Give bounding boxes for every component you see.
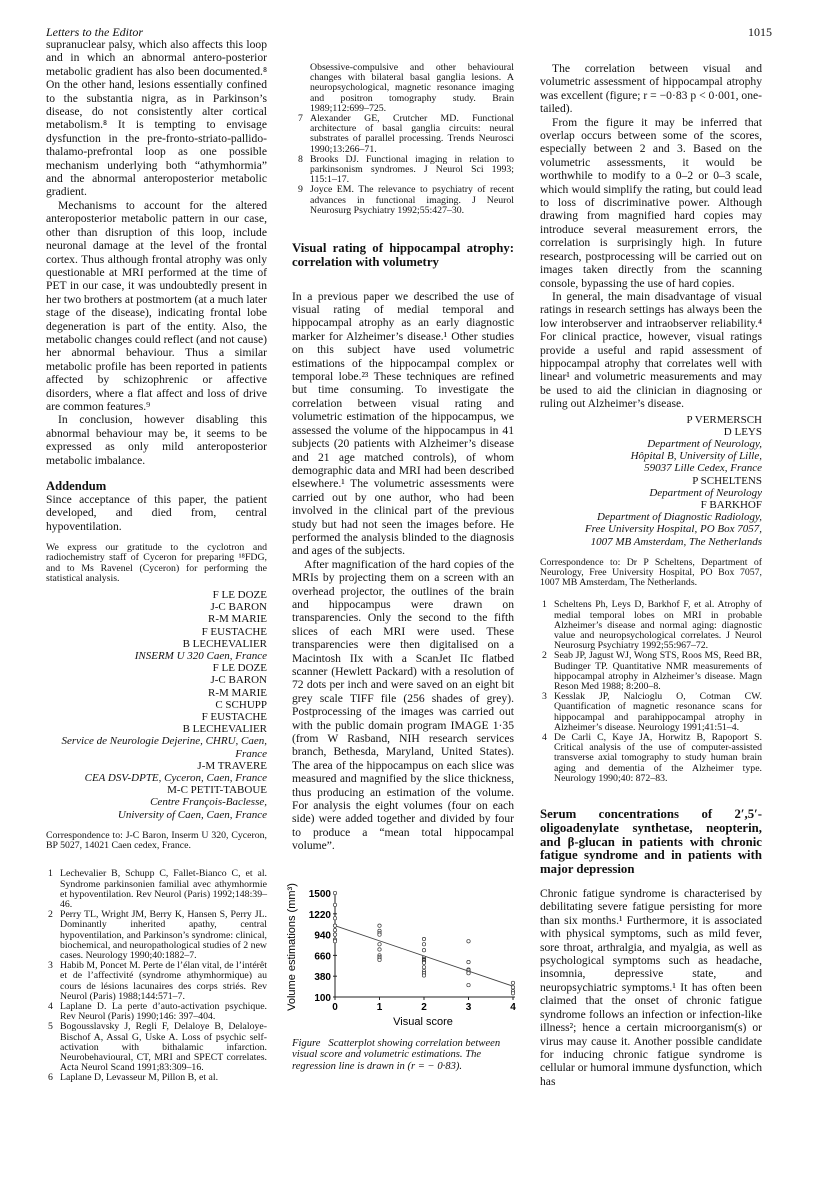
paragraph: Since acceptance of this paper, the patient developed, and died from, central hypoventilation. (46, 493, 267, 533)
reference-number: 8 (298, 153, 303, 165)
y-tick-label: 100 (314, 992, 331, 1004)
y-tick-label: 1500 (308, 888, 331, 900)
reference-number: 1 (48, 868, 53, 880)
left-column (46, 38, 267, 1084)
x-tick-label: 3 (465, 1001, 472, 1013)
author-affiliation: INSERM U 320 Caen, France (134, 650, 267, 663)
author-affiliation: 1007 MB Amsterdam, The Netherlands (590, 535, 762, 548)
reference-item (298, 155, 514, 186)
reference-item (542, 600, 762, 651)
y-axis-label: Volume estimations (mm³) (286, 882, 298, 1011)
author-name: P SCHELTENS (692, 474, 762, 487)
data-point (378, 958, 381, 961)
paragraph: The correlation between visual and volumetric assessment of hippocampal atrophy was excellent (figure; r = −0·83 p < 0·001, one-tailed). (540, 62, 762, 116)
x-tick-label: 2 (421, 1001, 427, 1013)
paragraph: After magnification of the hard copies of the MRIs by projecting them on a screen with an overhead projector, the outlines of the brain and hippocampus were drawn on transparencies. Only the second to the fifth slices of each MRI were used. These transparencies were then digitalised on a Macintosh IIx with a ScanJet IIc flatbed scanner (Hewlett Packard) with a resolution of 72 dots per inch and were saved on an eight bit grey scale TIFF file (256 shades of grey). Postprocessing of the images was carried out with the public domain program IMAGE 1·35 (from W Rasband, NIH research services branch, Bethesda, Maryland, United States). The area of the hippocampus on each slice was measured and magnified by the slice thickness, thus producing an estimation of the volume. For analysis the eight volumes (four on each side) were added together and divided by four to produce a “mean total hippocampal volume”. (292, 557, 514, 853)
author-affiliation: 59037 Lille Cedex, France (644, 462, 762, 475)
reference-text: Laplane D. La perte d’auto-activation psychique. Rev Neurol (Paris) 1990;146: 397–404. (60, 1000, 267, 1023)
author-affiliation: Hôpital B, University of Lille, (630, 450, 762, 463)
author-name: F EUSTACHE (201, 711, 267, 724)
article-title: Serum concentrations of 2′,5′-oligoadenylate synthetase, neopterin, and β-glucan in patients with chronic fatigue syndrome and in patients with major depression (540, 807, 762, 877)
reference-text: Bogousslavsky J, Regli F, Delaloye B, Delaloye-Bischof A, Assal G, Uske A. Loss of psychic self-activation with bithalamic infarction. Neurobehavioural, CT, MRI and SPECT correlates. Acta Neurol Scand 1991;83:309–16. (60, 1021, 267, 1074)
data-point (333, 928, 336, 931)
author-name: R-M MARIE (208, 613, 267, 626)
reference-number: 3 (48, 960, 53, 972)
author-name: F BARKHOF (700, 498, 762, 511)
data-point (378, 947, 381, 950)
reference-item (542, 651, 762, 692)
author-name: D LEYS (723, 425, 762, 438)
paragraph: In general, the main disadvantage of visual ratings in research settings has always been the low interobserver and intraobserver reliability.⁴ For clinical practice, however, visual ratings provide a useful and rapid assessment of hippocampal atrophy that correlates well with linear¹ and volumetric measurements and may be used to aid the clinician in diagnosing or ruling out Alzheimer’s disease. (540, 289, 762, 411)
figure-caption-label: Figure (292, 1037, 321, 1049)
right-body (540, 62, 762, 411)
scatterplot-figure (285, 867, 525, 1032)
author-signature (46, 589, 267, 821)
reference-number: 2 (542, 650, 547, 662)
data-point (333, 916, 336, 919)
x-tick-label: 4 (510, 1001, 516, 1013)
x-axis-label: Visual score (393, 1015, 453, 1028)
data-point (333, 903, 336, 906)
reference-number: 6 (48, 1072, 53, 1084)
paragraph: In a previous paper we described the use of visual rating of medial temporal and hippocampal atrophy as an early diagnostic marker for Alzheimer’s disease.¹ Other studies on this subject have used volumetric estimations of the hippocampal complex or temporal lobe.²³ These techniques are refined but time consuming. To investigate the correlation between visual rating and volumetric estimation of the hippocampus, we assessed the volume of the hippocampus in 41 subjects (20 patients with Alzheimer’s disease and 21 age matched controls), of whom demographic data and MRI had been described elsewhere.¹ The volumetric assessments were carried out by one author, who had been involved in the clinical part of the previous study but had not seen the images before. He performed the analysis blinded to the diagnosis and ages of the subjects. (292, 289, 514, 558)
author-affiliation: Free University Hospital, PO Box 7057, (584, 523, 762, 536)
author-signature (540, 414, 762, 548)
reference-number: 4 (542, 732, 547, 744)
data-point (511, 991, 514, 994)
middle-body (292, 290, 514, 853)
reference-text: Joyce EM. The relevance to psychiatry of recent advances in functional imaging. J Neurol Neurosurg Psychiatry 1992;55:427–30. (310, 184, 514, 216)
reference-number: 3 (542, 691, 547, 703)
paragraph: In conclusion, however disabling this abnormal behaviour may be, it seems to be expressed as only mild anteroposterior metabolic imbalance. (46, 413, 267, 467)
author-name: R-M MARIE (208, 686, 267, 699)
author-name: J-C BARON (210, 601, 267, 614)
data-point (422, 965, 425, 968)
y-tick-label: 380 (314, 971, 331, 983)
author-affiliation: Department of Diagnostic Radiology, (597, 511, 762, 524)
data-point (333, 939, 336, 942)
data-point (467, 939, 470, 942)
addendum-heading: Addendum (46, 479, 107, 493)
left-body (46, 38, 267, 467)
reference-list (540, 600, 762, 784)
author-name: F EUSTACHE (201, 625, 267, 638)
data-point (422, 973, 425, 976)
y-tick-label: 660 (314, 951, 331, 963)
reference-text: Habib M, Poncet M. Perte de l’élan vital, de l’intérêt et de l’affectivité (syndrome athymhormique) au cours de lésions lacunaires des corps striés. Rev Neurol (Paris) 1988;144:571–7. (60, 960, 267, 1002)
reference-text: Brooks DJ. Functional imaging in relation to parkinsonism syndromes. J Neurol Sci 1993; 115:1–17. (310, 153, 514, 186)
data-point (511, 985, 514, 988)
data-point (422, 948, 425, 951)
reference-item (542, 733, 762, 784)
author-name: P VERMERSCH (686, 413, 762, 426)
data-point (422, 942, 425, 945)
article2-body (540, 887, 762, 1088)
reference-text: Obsessive-compulsive and other behavioural changes with bilateral basal ganglia lesions. A neuropsychological, magnetic resonance imaging and positron tomography study. Brain 1989;112:699–725. (310, 62, 514, 114)
data-point (378, 933, 381, 936)
page-number: 1015 (748, 25, 772, 39)
reference-number: 9 (298, 184, 303, 196)
data-point (333, 933, 336, 936)
author-affiliation: CEA DSV-DPTE, Cyceron, Caen, France (84, 772, 267, 785)
reference-list-continued (292, 63, 514, 216)
y-tick-label: 940 (314, 930, 331, 942)
author-name: B LECHEVALIER (182, 723, 267, 736)
reference-item (48, 1002, 267, 1022)
data-point (333, 891, 336, 894)
reference-number (298, 63, 308, 114)
reference-item (48, 869, 267, 910)
article-title: Visual rating of hippocampal atrophy: correlation with volumetry (292, 241, 514, 269)
reference-item (48, 1022, 267, 1073)
reference-number: 5 (48, 1021, 53, 1033)
x-tick-label: 1 (376, 1001, 383, 1013)
reference-item (48, 1073, 267, 1083)
author-affiliation: Service de Neurologie Dejerine, CHRU, Caen, France (61, 735, 267, 760)
right-column (540, 62, 762, 1088)
reference-text: Kesslak JP, Nalcioglu O, Cotman CW. Quantification of magnetic resonance scans for hippocampal and parahippocampal atrophy in Alzheimer’s disease. Neurology 1991;41:51–4. (554, 691, 762, 733)
middle-column (286, 62, 516, 1072)
paragraph: supranuclear palsy, which also affects this loop and in which an abnormal antero-posterior metabolic gradient has also been documented.⁸ On the other hand, lesions essentially confined to the substantia nigra, as in Parkinson’s disease, do not consistently alter cortical metabolism.⁸ It is tempting to envisage dysfunction in the pre-fronto-striato-pallido-thalamo-prefrontal loop as one possible mechanism underlying both “athymhormia” and the abnormal anteroposterior metabolic gradient. (46, 38, 267, 199)
reference-number: 2 (48, 909, 53, 921)
author-name: B LECHEVALIER (182, 637, 267, 650)
reference-text: Seab JP, Jagust WJ, Wong STS, Roos MS, Reed BR, Budinger TP. Quantitative NMR measurements of hippocampal atrophy in Alzheimer’s disease. Magn Reson Med 1988; 8:200–8. (554, 650, 762, 693)
author-affiliation: University of Caen, Caen, France (117, 808, 267, 821)
correspondence: Correspondence to: Dr P Scheltens, Department of Neurology, Free University Hospital, PO Box 7057, 1007 MB Amsterdam, The Netherlands. (540, 556, 762, 589)
reference-item (298, 185, 514, 216)
paragraph: Chronic fatigue syndrome is characterised by debilitating severe fatigue persisting for more than six months.¹ Furthermore, it is associated with physical symptoms, such as mild fever, sore throat, arthralgia, and myalgia, as well as psychological symptoms such as headache, insomnia, depressive state, and neuropsychiatric symptoms.¹ It has often been claimed that the onset of chronic fatigue syndrome follows an infection or infection-like illness²; hence a certain microorganism(s) or virus may cause it. Another possible candidate for inducing chronic fatigue syndrome is cellular or humoral immune dysfunction, which has (540, 887, 762, 1088)
data-point (467, 960, 470, 963)
reference-item (298, 63, 514, 114)
reference-item (48, 910, 267, 961)
author-name: J-C BARON (210, 674, 267, 687)
author-name: M-C PETIT-TABOUE (167, 784, 267, 797)
reference-text: Perry TL, Wright JM, Berry K, Hansen S, Perry JL. Dominantly inherited apathy, central hypoventilation, and Parkinson’s syndrome: clinical, biochemical, and neuropathological studies of 2 new cases. Neurology 1990;40:1882–7. (60, 909, 267, 961)
y-tick-label: 1220 (308, 909, 331, 921)
data-point (467, 983, 470, 986)
author-name: C SCHUPP (215, 698, 267, 711)
author-name: F LE DOZE (212, 662, 267, 675)
author-name: J-M TRAVERE (197, 759, 267, 772)
data-point (378, 924, 381, 927)
data-point (467, 971, 470, 974)
reference-number: 4 (48, 1000, 53, 1012)
reference-item (298, 114, 514, 155)
reference-text: Alexander GE, Crutcher MD. Functional architecture of basal ganglia circuits: neural substrates of parallel processing. Trends Neurosci 1990;13:266–71. (310, 113, 514, 155)
paragraph: From the figure it may be inferred that overlap occurs between some of the scores, especially between 2 and 3. Based on the volumetric assessments, it would be worthwhile to modify to a 0–2 or 0–3 scale, which would simplify the rating, but could lead to loss of discriminative power. Although drawing from magnified hard copies may introduce several measurement errors, the correlation is surprisingly high. In future research, postprocessing will be carried out on images taken directly from the scanning console, bypassing the use of hard copies. (540, 115, 762, 290)
author-name: F LE DOZE (212, 589, 267, 602)
running-head: Letters to the Editor (46, 25, 143, 39)
data-point (422, 937, 425, 940)
figure-caption (292, 1038, 514, 1073)
data-point (511, 981, 514, 984)
data-point (333, 924, 336, 927)
addendum-text (46, 493, 267, 533)
figure-caption-text: Scatterplot showing correlation between visual score and volumetric estimations. The regression line is drawn in (r = − 0·83). (292, 1037, 501, 1072)
x-tick-label: 0 (332, 1001, 338, 1013)
reference-list (46, 869, 267, 1083)
reference-number: 7 (298, 113, 303, 125)
reference-text: De Carli C, Kaye JA, Horwitz B, Rapoport S. Critical analysis of the use of computer-assisted transverse axial tomography to study human brain aging and dementia of the Alzheimer type. Neurology 1990;40: 872–83. (554, 732, 762, 784)
paragraph: Mechanisms to account for the altered anteroposterior metabolic pattern in our case, other than disruption of this loop, include neuronal damage at the level of the frontal cortex. Thus although frontal atrophy was only questionable at MRI performed at the time of PET in our case, it was undoubtedly present in her two brothers at postmortem (at a much later stage of the disease), indicating frontal lobe degeneration is part of the entity. Also, the metabolic changes could reflect (and not cause) her abnormal behaviour. Thus a similar metabolic profile has been reported in patients affected by schizophrenic or affective disorders, where a flat affect and loss of drive are common features.⁹ (46, 198, 267, 413)
acknowledgement: We express our gratitude to the cyclotron and radiochemistry staff of Cyceron for preparing ¹⁸FDG, and to Ms Ravenel (Cyceron) for performing the statistical analysis. (46, 542, 267, 584)
data-point (378, 942, 381, 945)
data-point (422, 961, 425, 964)
reference-text: Scheltens Ph, Leys D, Barkhof F, et al. Atrophy of medial temporal lobes on MRI in probable Alzheimer’s disease and normal aging: diagnostic value and neuropsychological correlates. J Neurol Neurosurg Psychiatry 1992;55:967–72. (554, 599, 762, 652)
reference-item (542, 692, 762, 733)
reference-number: 1 (542, 599, 547, 611)
author-affiliation: Centre François-Baclesse, (150, 796, 267, 809)
author-affiliation: Department of Neurology, (647, 437, 762, 450)
correspondence: Correspondence to: J-C Baron, Inserm U 320, Cyceron, BP 5027, 14021 Caen cedex, France. (46, 829, 267, 852)
reference-text: Laplane D, Levasseur M, Pillon B, et al. (60, 1072, 219, 1084)
reference-text: Lechevalier B, Schupp C, Fallet-Bianco C, et al. Syndrome parkinsonien familial avec athymhormie et hypoventilation. Rev Neurol (Paris) 1992;148:39–46. (60, 868, 267, 910)
author-affiliation: Department of Neurology (649, 486, 762, 499)
reference-item (48, 961, 267, 1002)
